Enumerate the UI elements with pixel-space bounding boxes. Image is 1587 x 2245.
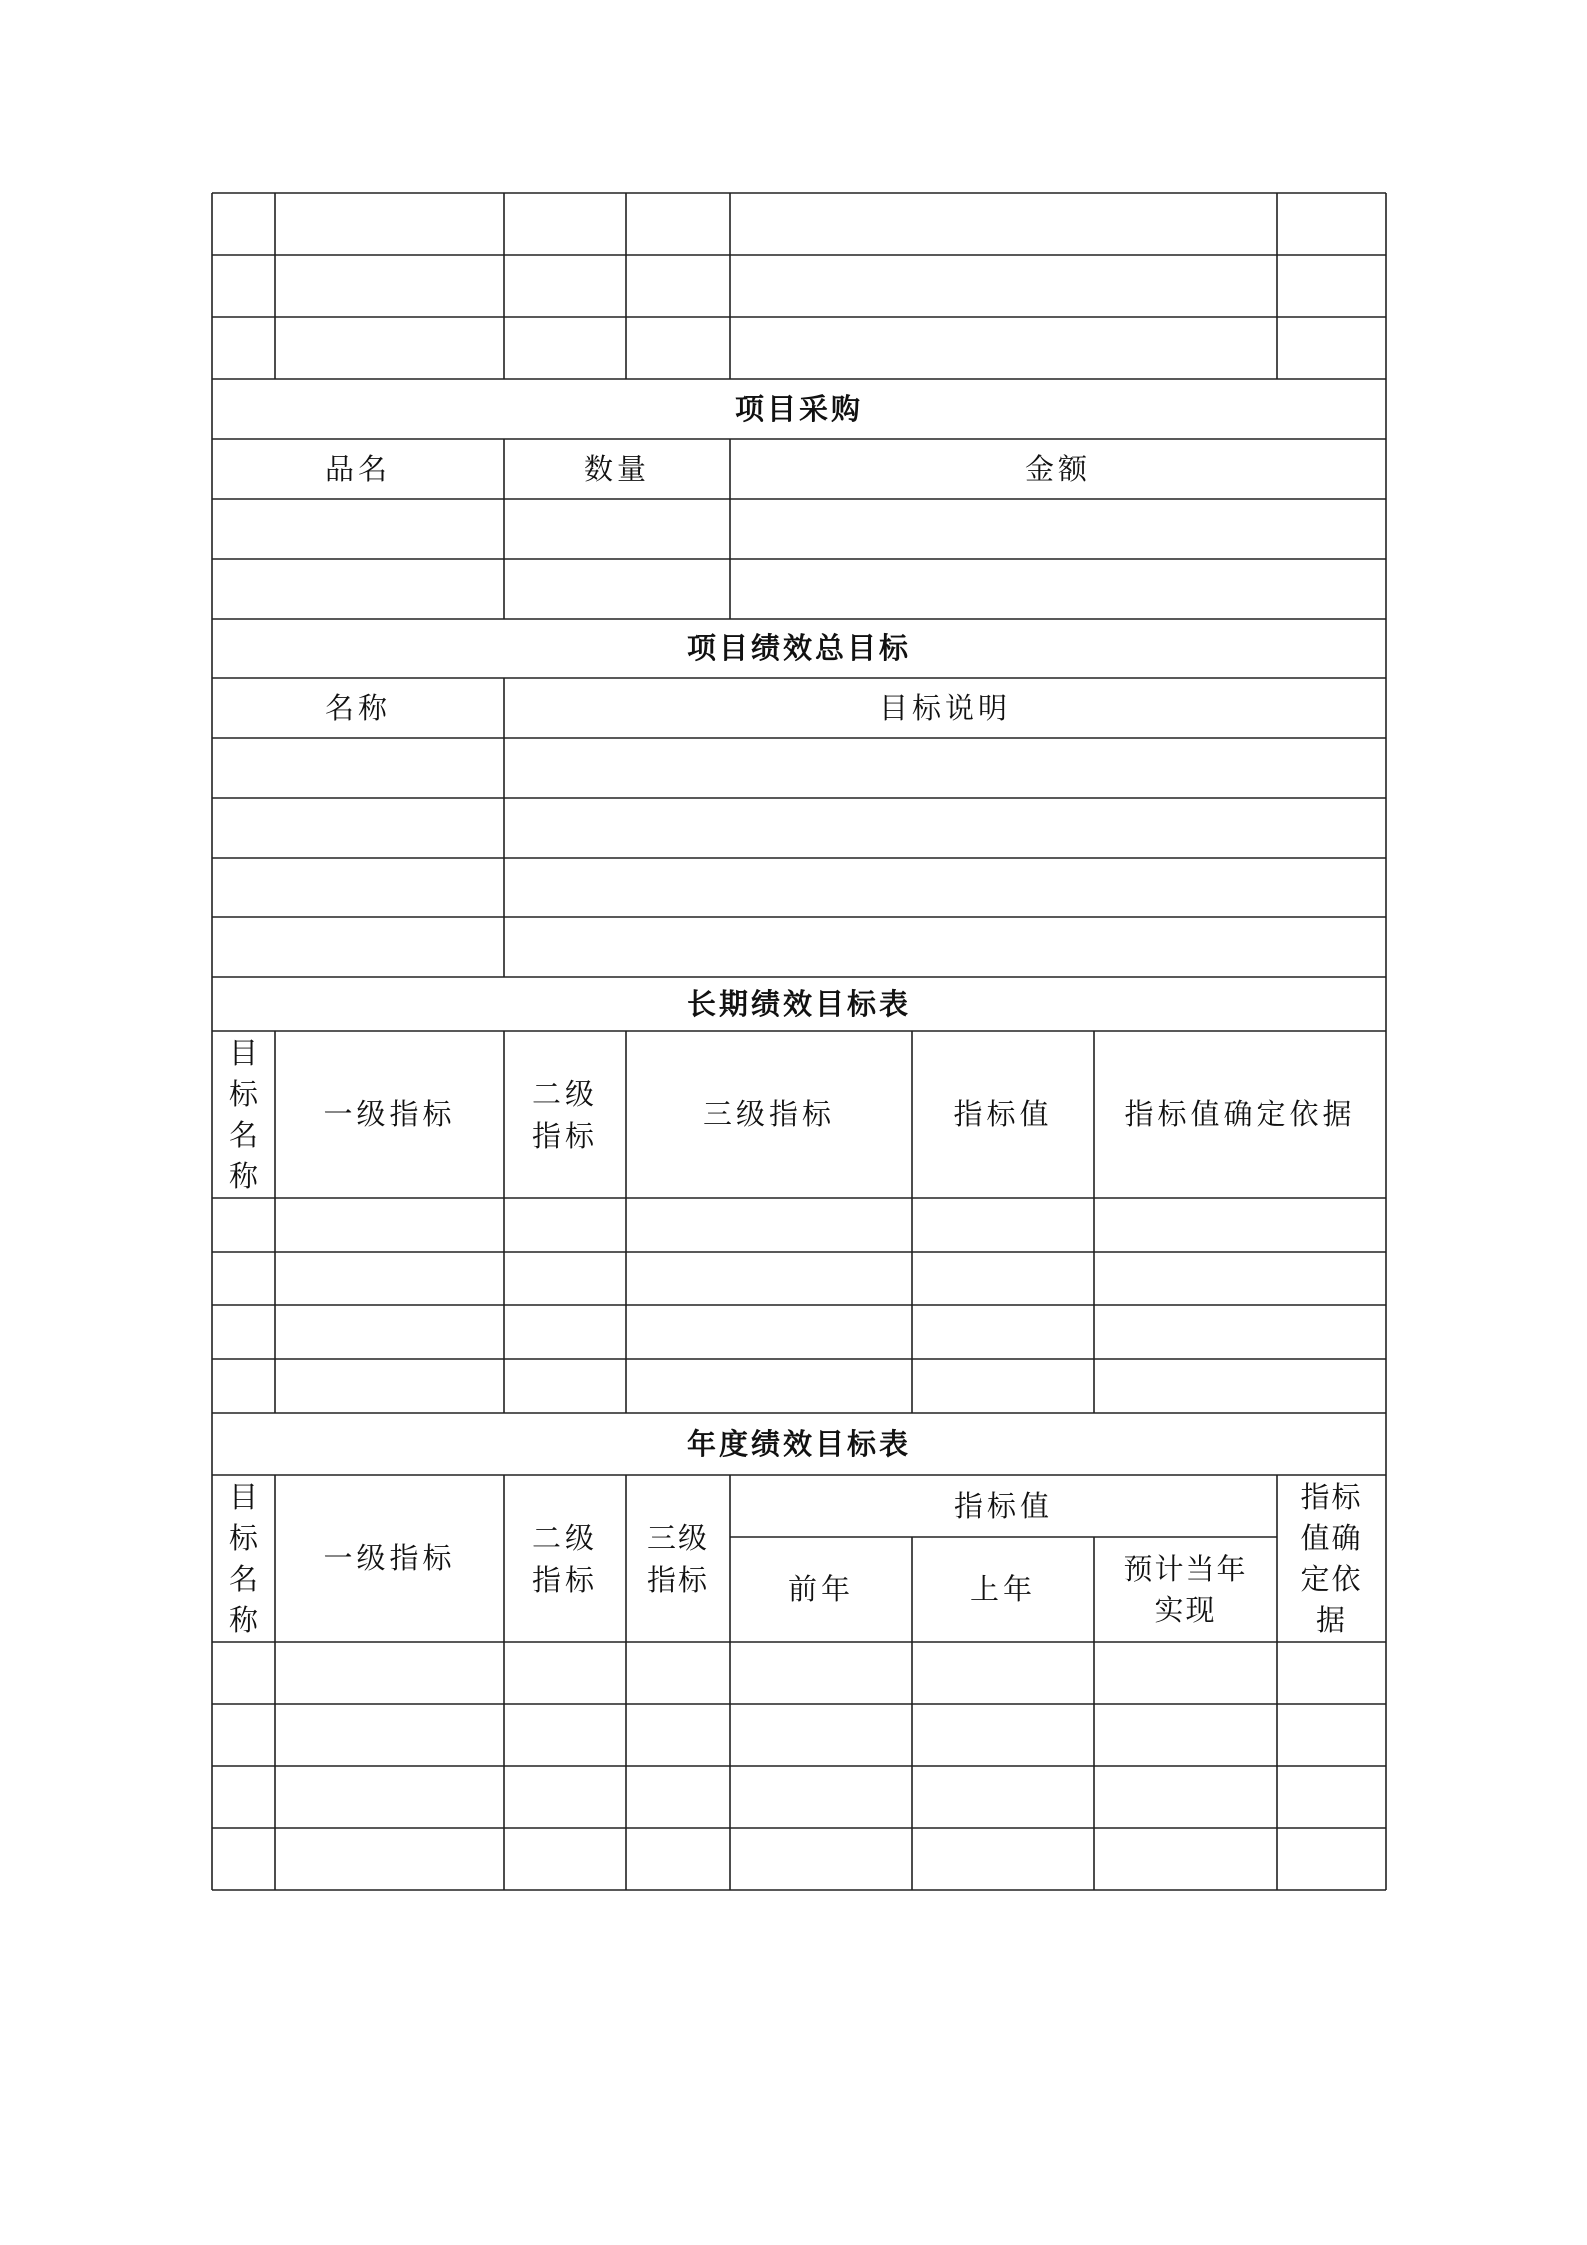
long-term-level2-text: 二级指标 — [531, 1076, 598, 1153]
procurement-header-item-name: 品名 — [324, 451, 391, 486]
annual-level2-text: 二级指标 — [531, 1520, 598, 1597]
annual-expected-text: 预计当年实现 — [1123, 1551, 1248, 1627]
overall-goal-title: 项目绩效总目标 — [686, 631, 911, 665]
long-term-header-goal-name — [212, 1031, 275, 1198]
annual-header-level2 — [504, 1475, 626, 1642]
annual-goal-name-text: 目标名称 — [228, 1479, 258, 1637]
long-term-header-basis: 指标值确定依据 — [1124, 1097, 1356, 1131]
annual-header-basis — [1277, 1475, 1386, 1642]
long-term-header-level3: 三级指标 — [702, 1097, 835, 1131]
annual-basis-text: 指标值确定依据 — [1300, 1479, 1363, 1637]
annual-header-prev-year: 前年 — [787, 1572, 854, 1606]
annual-header-last-year: 上年 — [969, 1572, 1036, 1606]
annual-level3-text: 三级指标 — [646, 1520, 709, 1597]
procurement-header-quantity: 数量 — [583, 451, 650, 486]
annual-header-value: 指标值 — [953, 1488, 1053, 1523]
annual-header-expected — [1094, 1537, 1277, 1642]
annual-title: 年度绩效目标表 — [686, 1426, 911, 1461]
annual-header-level1: 一级指标 — [323, 1541, 456, 1575]
long-term-goal-name-text: 目标名称 — [228, 1035, 258, 1193]
procurement-title: 项目采购 — [734, 391, 863, 426]
long-term-title: 长期绩效目标表 — [686, 986, 911, 1021]
annual-header-level3 — [626, 1475, 730, 1642]
overall-goal-header-name: 名称 — [324, 690, 391, 725]
long-term-header-value: 指标值 — [953, 1097, 1053, 1131]
long-term-header-level1: 一级指标 — [323, 1097, 456, 1131]
procurement-header-amount: 金额 — [1024, 451, 1091, 486]
form-table — [212, 193, 1386, 1890]
overall-goal-header-description: 目标说明 — [878, 690, 1011, 725]
long-term-header-level2 — [504, 1031, 626, 1198]
annual-header-goal-name — [212, 1475, 275, 1642]
